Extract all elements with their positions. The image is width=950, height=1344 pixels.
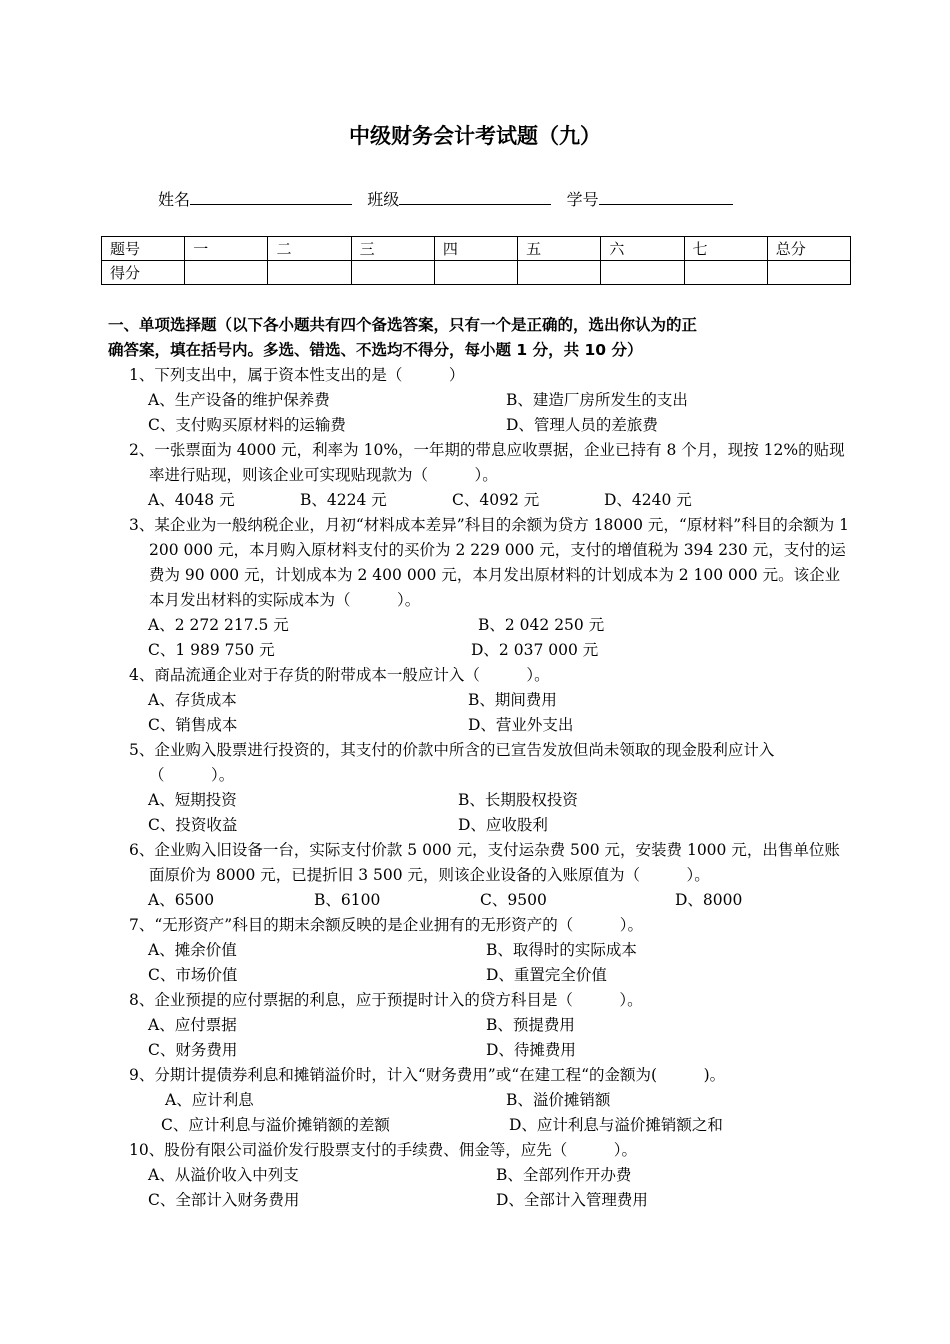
option[interactable]: D、营业外支出 (468, 716, 574, 734)
section-heading-line: 确答案，填在括号内。多选、错选、不选均不得分，每小题 1 分，共 10 分） (108, 341, 643, 359)
question-stem: 4、商品流通企业对于存货的附带成本一般应计入（ ）。 (129, 666, 550, 684)
question (108, 363, 853, 438)
score-input-cell[interactable] (434, 261, 517, 285)
question (108, 1138, 853, 1213)
option[interactable]: C、全部计入财务费用 (148, 1191, 300, 1209)
score-input-cell[interactable] (518, 261, 601, 285)
question-options (108, 1088, 853, 1113)
section-single-choice (108, 313, 853, 1213)
option[interactable]: D、待摊费用 (486, 1041, 576, 1059)
question-options (108, 1163, 853, 1213)
page-title: 中级财务会计考试题（九） (349, 124, 601, 148)
class-label: 班级 (367, 190, 400, 209)
option[interactable]: D、应收股利 (458, 816, 548, 834)
id-label: 学号 (566, 190, 599, 209)
option[interactable]: D、重置完全价值 (486, 966, 607, 984)
option[interactable]: C、销售成本 (148, 716, 238, 734)
option[interactable]: C、应计利息与溢价摊销额的差额 (161, 1116, 390, 1134)
question-options (108, 1113, 853, 1138)
option[interactable]: C、1 989 750 元 (148, 641, 275, 659)
score-cell: 三 (351, 237, 434, 261)
option[interactable]: B、建造厂房所发生的支出 (506, 391, 688, 409)
question-options (108, 488, 853, 513)
option[interactable]: D、4240 元 (604, 491, 692, 509)
option[interactable]: A、应付票据 (148, 1016, 237, 1034)
score-cell: 一 (185, 237, 268, 261)
section-heading (108, 313, 853, 363)
question-options (108, 788, 853, 838)
id-field[interactable] (599, 186, 733, 205)
question (108, 838, 853, 913)
option[interactable]: D、应计利息与溢价摊销额之和 (509, 1116, 723, 1134)
question-stem: 6、企业购入旧设备一台，实际支付价款 5 000 元，支付运杂费 500 元，安装费 1000 元，出售单位账面原价为 8000 元，已提折旧 3 500 元，则该企业设备的入账原值为（ ）。 (129, 841, 840, 884)
question-stem: 2、一张票面为 4000 元，利率为 10%，一年期的带息应收票据，企业已持有 8 个月，现按 12%的贴现率进行贴现，则该企业可实现贴现款为（ ）。 (129, 441, 845, 484)
score-input-cell[interactable] (351, 261, 434, 285)
option[interactable]: C、市场价值 (148, 966, 238, 984)
student-info (158, 186, 733, 210)
score-input-cell[interactable] (601, 261, 684, 285)
option[interactable]: C、投资收益 (148, 816, 238, 834)
question (108, 913, 853, 988)
option[interactable]: A、存货成本 (148, 691, 237, 709)
score-cell: 二 (268, 237, 351, 261)
option[interactable]: B、预提费用 (486, 1016, 575, 1034)
score-cell: 得分 (102, 261, 185, 285)
score-table (101, 236, 851, 285)
option[interactable]: D、8000 (675, 891, 743, 909)
option[interactable]: A、2 272 217.5 元 (148, 616, 289, 634)
question-options (108, 1013, 853, 1063)
option[interactable]: C、9500 (480, 891, 547, 909)
option[interactable]: B、溢价摊销额 (506, 1091, 611, 1109)
option[interactable]: D、全部计入管理费用 (496, 1191, 648, 1209)
option[interactable]: A、短期投资 (148, 791, 237, 809)
question-stem: 7、“无形资产”科目的期末余额反映的是企业拥有的无形资产的（ ）。 (129, 916, 643, 934)
option[interactable]: B、6100 (314, 891, 381, 909)
option[interactable]: A、4048 元 (148, 491, 235, 509)
question (108, 988, 853, 1063)
option[interactable]: A、6500 (148, 891, 215, 909)
question-stem: 3、某企业为一般纳税企业，月初“材料成本差异”科目的余额为贷方 18000 元，“原材料”科目的余额为 1 200 000 元，本月购入原材料支付的买价为 2 229 000 元，支付的增值税为 394 230 元，支付的运费为 90 000 元，计划成本为 2 400 000 元，本月发出原材料的计划成本为 2 100 000 元。该企业本月发出材料的实际成本为（ ）。 (129, 516, 850, 609)
question-options (108, 938, 853, 988)
question-options (108, 388, 853, 438)
question-stem: 10、股份有限公司溢价发行股票支付的手续费、佣金等，应先（ ）。 (129, 1141, 637, 1159)
option[interactable]: B、4224 元 (300, 491, 387, 509)
question-stem: 8、企业预提的应付票据的利息，应于预提时计入的贷方科目是（ ）。 (129, 991, 643, 1009)
question-options (108, 613, 853, 663)
option[interactable]: A、应计利息 (165, 1091, 254, 1109)
question-options (108, 888, 853, 913)
option[interactable]: B、全部列作开办费 (496, 1166, 632, 1184)
option[interactable]: D、管理人员的差旅费 (506, 416, 658, 434)
score-input-cell[interactable] (684, 261, 767, 285)
option[interactable]: D、2 037 000 元 (471, 641, 599, 659)
option[interactable]: C、支付购买原材料的运输费 (148, 416, 346, 434)
option[interactable]: A、摊余价值 (148, 941, 237, 959)
question-options (108, 688, 853, 738)
option[interactable]: B、取得时的实际成本 (486, 941, 637, 959)
question (108, 513, 853, 663)
option[interactable]: C、财务费用 (148, 1041, 238, 1059)
score-cell: 总分 (767, 237, 850, 261)
question-stem: 5、企业购入股票进行投资的，其支付的价款中所含的已宣告发放但尚未领取的现金股利应计入（ ）。 (129, 741, 775, 784)
class-field[interactable] (399, 186, 551, 205)
name-field[interactable] (190, 186, 352, 205)
score-table-header-row (102, 237, 851, 261)
question-stem: 1、下列支出中，属于资本性支出的是（ ） (129, 366, 465, 384)
option[interactable]: A、生产设备的维护保养费 (148, 391, 330, 409)
score-cell: 七 (684, 237, 767, 261)
score-input-cell[interactable] (767, 261, 850, 285)
score-input-cell[interactable] (268, 261, 351, 285)
score-input-cell[interactable] (185, 261, 268, 285)
option[interactable]: B、期间费用 (468, 691, 557, 709)
score-cell: 题号 (102, 237, 185, 261)
option[interactable]: B、长期股权投资 (458, 791, 578, 809)
question (108, 663, 853, 738)
section-heading-line: 一、单项选择题（以下各小题共有四个备选答案，只有一个是正确的，选出你认为的正 (108, 316, 698, 334)
option[interactable]: A、从溢价收入中列支 (148, 1166, 299, 1184)
score-table-score-row (102, 261, 851, 285)
option[interactable]: B、2 042 250 元 (478, 616, 605, 634)
question (108, 438, 853, 513)
question (108, 1063, 853, 1138)
score-cell: 五 (518, 237, 601, 261)
score-cell: 六 (601, 237, 684, 261)
name-label: 姓名 (158, 190, 191, 209)
question (108, 738, 853, 838)
question-stem: 9、分期计提债券利息和摊销溢价时，计入“财务费用”或“在建工程“的金额为( )。 (129, 1066, 726, 1084)
option[interactable]: C、4092 元 (452, 491, 540, 509)
score-cell: 四 (434, 237, 517, 261)
